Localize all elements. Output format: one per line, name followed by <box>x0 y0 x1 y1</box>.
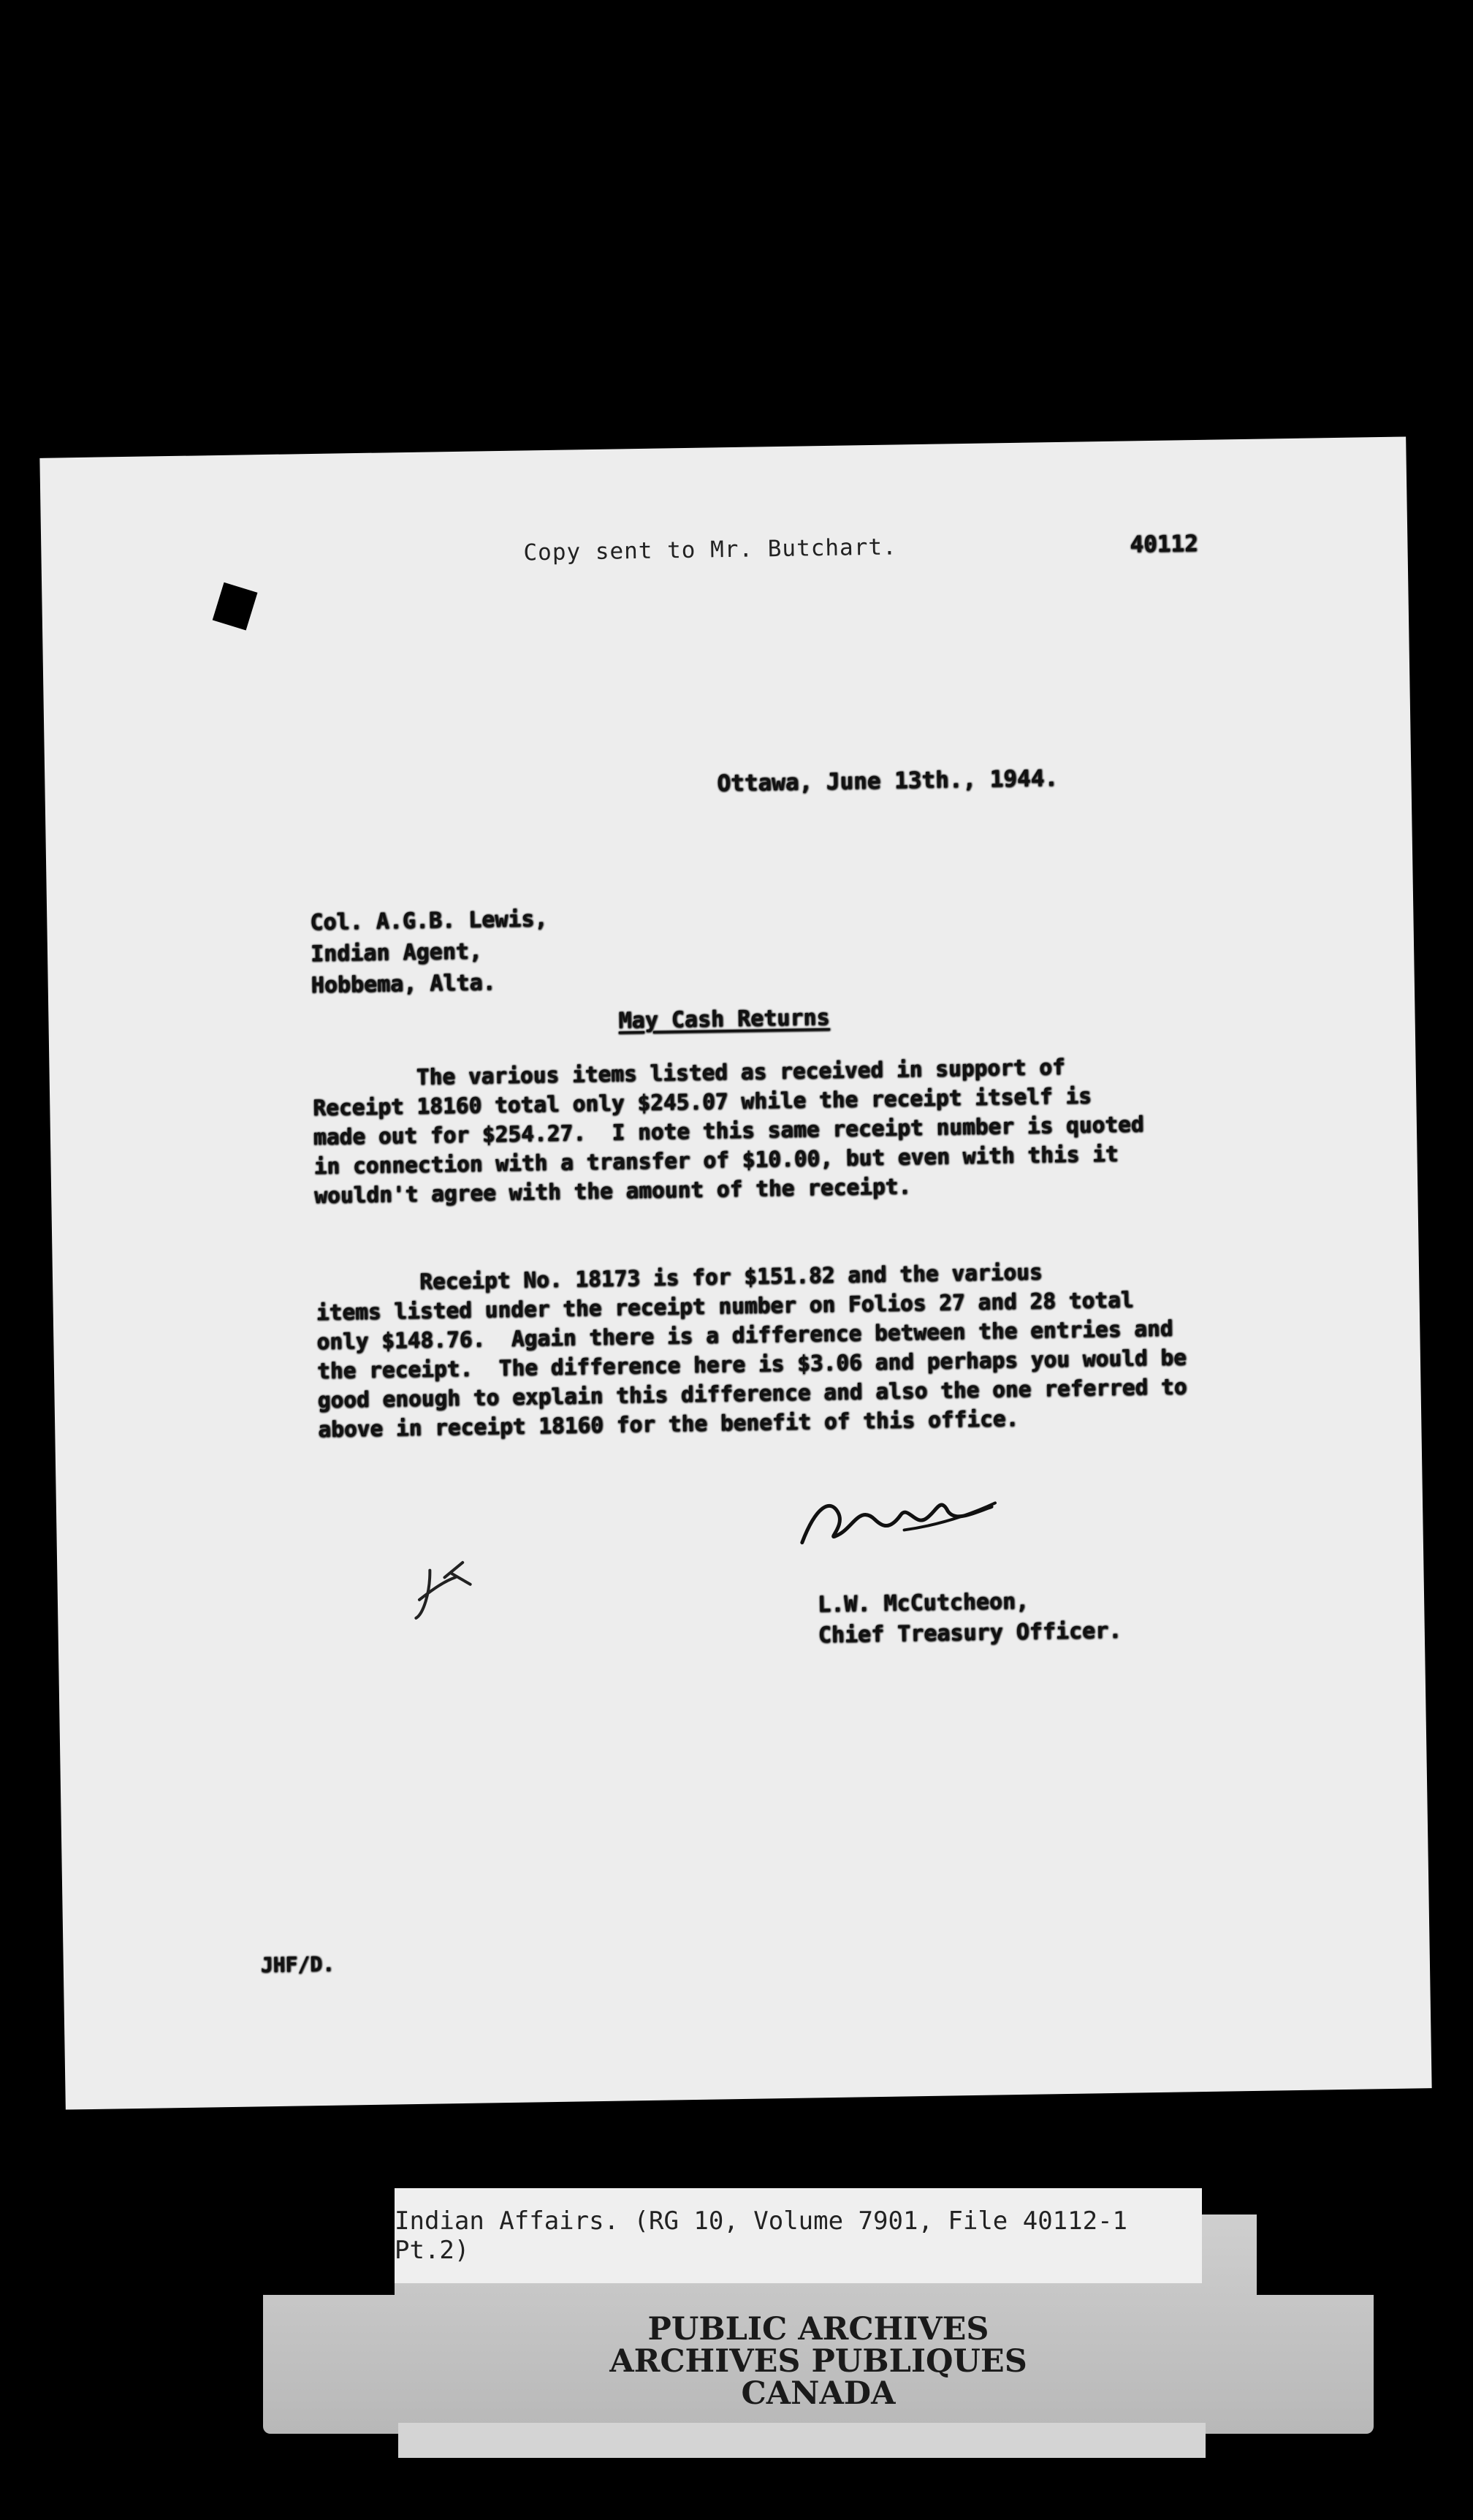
typist-initials: JHF/D. <box>260 1951 335 1978</box>
letter-page <box>39 436 1431 2109</box>
body-line: The various items listed as received in support of <box>312 1054 1066 1092</box>
signer-title: Chief Treasury Officer. <box>818 1617 1122 1649</box>
body-line: above in receipt 18160 for the benefit of this office. <box>318 1405 1019 1443</box>
archive-stamp <box>395 2313 1242 2410</box>
body-line: only $148.76. Again there is a difference between the entries and <box>316 1316 1173 1355</box>
subject-line: May Cash Returns <box>618 1004 830 1034</box>
bottom-strip <box>398 2423 1206 2458</box>
addressee-block <box>310 903 549 1001</box>
body-line: Receipt No. 18173 is for $151.82 and the various <box>315 1259 1043 1297</box>
body-line: the receipt. The difference here is $3.06 and perhaps you would be <box>316 1345 1187 1384</box>
body-line: items listed under the receipt number on Folios 27 and 28 total <box>316 1287 1134 1326</box>
body-line: in connection with a transfer of $10.00, but even with this it <box>313 1141 1119 1180</box>
handwritten-signature <box>793 1473 1000 1557</box>
signer-name: L.W. McCutcheon, <box>817 1588 1029 1618</box>
body-line: Receipt 18160 total only $245.07 while the receipt itself is <box>313 1083 1092 1121</box>
copy-note: Copy sent to Mr. Butchart. <box>523 534 897 566</box>
archive-reference-text: Indian Affairs. (RG 10, Volume 7901, File 40112-1 Pt.2) <box>395 2206 1128 2265</box>
body-line: made out for $254.27. I note this same receipt number is quoted <box>313 1112 1144 1150</box>
signer-block <box>818 1585 1122 1652</box>
addressee-line: Hobbema, Alta. <box>311 970 496 999</box>
letter-date: Ottawa, June 13th., 1944. <box>717 764 1059 797</box>
file-number: 40112 <box>1130 530 1199 558</box>
body-paragraph-2 <box>316 1253 1290 1444</box>
archive-stamp-line: PUBLIC ARCHIVES <box>647 2311 989 2348</box>
body-line: wouldn't agree with the amount of the receipt. <box>313 1174 912 1209</box>
punch-hole-mark <box>213 582 258 631</box>
archive-reference-label <box>395 2188 1202 2283</box>
body-line: good enough to explain this difference and also the one referred to <box>317 1374 1187 1413</box>
archive-stamp-line: CANADA <box>741 2375 896 2412</box>
body-paragraph-1 <box>312 1049 1286 1210</box>
addressee-line: Indian Agent, <box>310 938 483 968</box>
addressee-line: Col. A.G.B. Lewis, <box>310 906 548 936</box>
handwritten-initials <box>400 1548 482 1630</box>
archive-stamp-line: ARCHIVES PUBLIQUES <box>609 2343 1027 2380</box>
